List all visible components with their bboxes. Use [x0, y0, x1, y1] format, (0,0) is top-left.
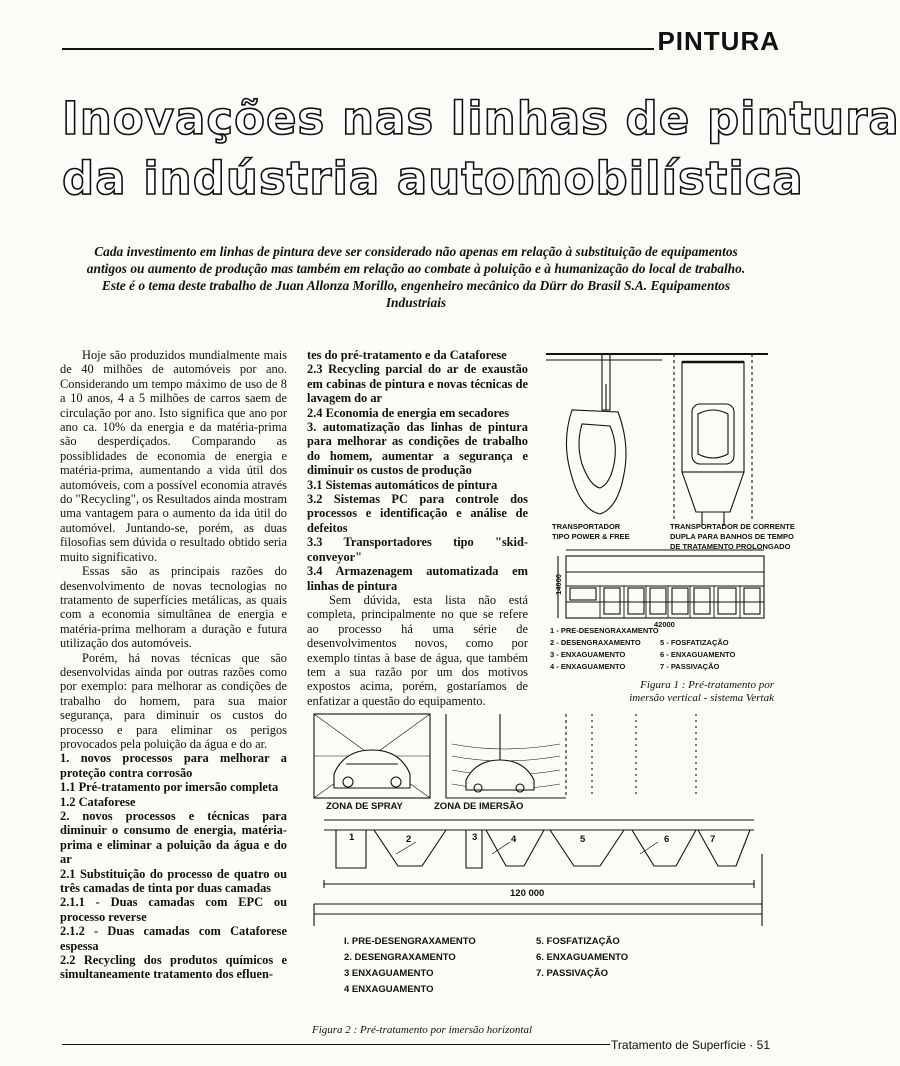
footer-rule: [62, 1044, 610, 1045]
figure-2-caption: Figura 2 : Pré-tratamento por imersão horizontal: [312, 1024, 532, 1036]
list-item: 2.1.1 - Duas camadas com EPC ou processo reverse: [60, 895, 287, 924]
column-1: [60, 348, 287, 982]
list-item: 2.1 Substituição do processo de quatro ou três camadas de tinta por duas camadas: [60, 866, 287, 896]
tank-number: 2: [406, 834, 412, 845]
list-item: 3.3 Transportadores tipo "skid-conveyor": [307, 535, 528, 564]
figure-1-legend-item: 3 - ENXAGUAMENTO: [550, 650, 626, 659]
list-item: 2.3 Recycling parcial do ar de exaustão em cabinas de pintura e novas técnicas de lavagem do ar: [307, 362, 528, 406]
paragraph: Sem dúvida, esta lista não está completa, principalmente no que se refere ao processo há uma série de desenvolvimentos novos, como por exemplo tintas à base de água, que também tem a sua razão por um dos motivos expostos acima, porém, gostaríamos de enfatizar a questão do equipamento.: [307, 592, 528, 708]
figure-1-caption-line-1: Figura 1 : Pré-tratamento por: [640, 679, 774, 691]
paragraph: Essas são as principais razões do desenvolvimento de novas tecnologias no tratamento de superfícies metálicas, as quais com a economia simultânea de energia e matéria-prima melhoram a duração e futura utilização dos automóveis.: [60, 564, 287, 651]
figure-1-label-left-1: TRANSPORTADOR: [552, 522, 621, 531]
zone-imersao-label: ZONA DE IMERSÃO: [434, 801, 524, 812]
figure-2-legend-item: 3 ENXAGUAMENTO: [344, 968, 434, 979]
figure-1-label-right-3: DE TRATAMENTO PROLONGADO: [670, 542, 791, 551]
paragraph: Porém, há novas técnicas que são desenvolvidas ainda por outras razões como por exemplo: para melhorar as condições de trabalho do homem, para sua maior segurança, para diminuir os custos do processo e para eliminar os perigos provocados pela poluição da água e do ar.: [60, 650, 287, 751]
figure-2-legend-item: 6. ENXAGUAMENTO: [536, 952, 629, 963]
header-rule: [62, 48, 654, 50]
figure-1: [542, 344, 795, 680]
list-item: 3.4 Armazenagem automatizada em linhas de pintura: [307, 564, 528, 593]
length-dimension: 120 000: [506, 888, 548, 899]
tank-number: 3: [472, 832, 478, 843]
figure-2: [306, 704, 776, 1020]
list-item: 1.1 Pré-tratamento por imersão completa: [60, 780, 279, 795]
figure-2-legend-item: 5. FOSFATIZAÇÃO: [536, 936, 620, 947]
list-item: 1.2 Cataforese: [60, 794, 136, 809]
tank-number: 1: [349, 832, 355, 843]
figure-2-legend-item: 7. PASSIVAÇÃO: [536, 968, 608, 979]
list-item: 3.2 Sistemas PC para controle dos processos e identificação e análise de defeitos: [307, 492, 528, 535]
figure-1-dimension-vertical: 14000: [553, 574, 563, 595]
figure-1-legend-item: 2 - DESENGRAXAMENTO: [550, 638, 641, 647]
column-2: [307, 348, 528, 708]
list-item: 3.1 Sistemas automáticos de pintura: [307, 477, 498, 492]
list-item: 2. novos processos e técnicas para diminuir o consumo de energia, matéria-prima e eliminar a poluição da água e do ar: [60, 809, 287, 867]
figure-1-legend-item: 5 - FOSFATIZAÇÃO: [660, 638, 729, 647]
figure-1-legend-item: 4 - ENXAGUAMENTO: [550, 662, 626, 671]
tank-number: 7: [710, 834, 716, 845]
figure-1-legend-item: 6 - ENXAGUAMENTO: [660, 650, 736, 659]
list-item: 2.4 Economia de energia em secadores: [307, 405, 510, 420]
tank-number: 5: [580, 834, 586, 845]
section-label: PINTURA: [657, 26, 780, 56]
figure-1-label-left-2: TIPO POWER & FREE: [552, 532, 630, 541]
list-item: 1. novos processos para melhorar a proteção contra corrosão: [60, 751, 287, 780]
page-footer: Tratamento de Superfície · 51: [611, 1038, 770, 1052]
zone-spray-label: ZONA DE SPRAY: [326, 801, 403, 812]
figure-1-caption: [629, 679, 774, 705]
article-title-line-2: da indústria automobilística: [62, 152, 804, 205]
article-lede: Cada investimento em linhas de pintura deve ser considerado não apenas em relação à substituição de equipamentos antigos ou aumento de produção mas também em relação ao combate à poluição e à humanização do local de trabalho. Este é o tema deste trabalho de Juan Allonza Morillo, engenheiro mecânico da Dürr do Brasil S.A. Equipamentos Industriais: [86, 244, 746, 310]
figure-1-label-right-2: DUPLA PARA BANHOS DE TEMPO: [670, 532, 794, 541]
figure-1-caption-line-2: imersão vertical - sistema Vertak: [629, 692, 774, 704]
list-item: 2.1.2 - Duas camadas com Cataforese espessa: [60, 924, 287, 953]
figure-1-legend-item: 1 - PRE-DESENGRAXAMENTO: [550, 626, 659, 635]
tank-number: 4: [511, 834, 517, 845]
figure-2-legend-item: 4 ENXAGUAMENTO: [344, 984, 434, 995]
tank-number: 6: [664, 834, 670, 845]
list-item: 3. automatização das linhas de pintura para melhorar as condições de trabalho do homem, aumentar a segurança e diminuir os custos de produção: [307, 420, 528, 478]
figure-2-legend-item: I. PRE-DESENGRAXAMENTO: [344, 936, 476, 947]
figure-2-legend-item: 2. DESENGRAXAMENTO: [344, 952, 456, 963]
figure-1-dimension-horizontal: 42000: [654, 620, 675, 629]
paragraph: Hoje são produzidos mundialmente mais de 40 milhões de automóveis por ano. Considerando um tempo máximo de uso de 8 a 10 anos, 4 a 5 milhões de carros saem de circulação por ano. Isto significa que ano por ano ca. 10% da energia e da matéria-prima são desperdiçados. Comparando as possiblidades de economia de energia e matéria-prima, aumentando a vida útil dos automóveis, com a possível economia através do "Recycling", os Resultados ainda mostram uma vantagem para o aumento da ida útil do automóvel. Juntando-se, porém, as duas filosofias sem dúvida o resultado obtido seria muito significativo.: [60, 348, 287, 564]
list-item: 2.2 Recycling dos produtos químicos e simultaneamente tratamento dos efluen-: [60, 953, 287, 982]
figure-1-legend-item: 7 - PASSIVAÇÃO: [660, 662, 720, 671]
list-item: tes do pré-tratamento e da Cataforese: [307, 348, 507, 362]
figure-1-label-right-1: TRANSPORTADOR DE CORRENTE: [670, 522, 795, 531]
article-title-line-1: Inovações nas linhas de pintura: [62, 92, 900, 145]
